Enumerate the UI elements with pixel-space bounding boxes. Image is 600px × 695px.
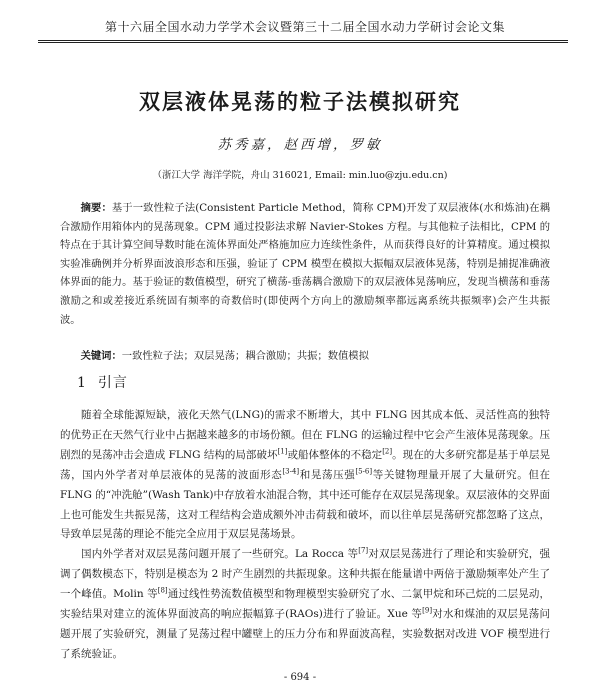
- keywords-label: 关键词：: [80, 350, 122, 362]
- citation: [5-6]: [355, 467, 373, 476]
- abstract-text: 基于一致性粒子法(Consistent Particle Method，简称 CPM)开发了双层液体(水和炼油)在耦合激励作用箱体内的晃荡现象。CPM 通过投影法求解 Navier-Stokes 方程。与其他粒子法相比，CPM 的特点在于其计算空间导数时能在流体界面处严格施加应力连续性条件，从而获得良好的计算精度。通过模拟实验准确例并分析界面波浪形态和压强，验证了 CPM 模型在模拟大振幅双层液体晃荡，特别是捕捉准确液体界面的能力。基于验证的数值模型，研究了横荡-垂荡耦合激励下的双层液体晃荡响应，发现当横荡和垂荡激励之和或差接近系统固有频率的奇数倍时(即使两个方向上的激励频率都远离系统共振频率)会产生共振波。: [60, 202, 550, 326]
- section-heading-text: 引言: [97, 375, 128, 391]
- paragraph-1-text-b: 或船体整体的不稳定: [287, 448, 383, 461]
- paper-title: 双层液体晃荡的粒子法模拟研究: [139, 90, 461, 114]
- body-text: [60, 406, 550, 665]
- keywords-text: 一致性粒子法；双层晃荡；耦合激励；共振；数值模拟: [121, 350, 369, 362]
- paragraph-1-text-a: 随着全球能源短缺，液化天然气(LNG)的需求不断增大，其中 FLNG 因其成本低、灵活性高的独特的优势正在天然气行业中占据越来越多的市场份额。但在 FLNG 的运输过程中它会产生液体晃荡现象。压剧烈的晃荡冲击会造成 FLNG 结构的局部破坏: [60, 409, 551, 461]
- section-number: 1: [77, 375, 87, 391]
- paragraph-2: [60, 545, 550, 664]
- paragraph-1-text-d: 和晃荡压强: [299, 468, 356, 481]
- header-rule: [38, 40, 568, 43]
- affiliation: （浙江大学 海洋学院，舟山 316021, Email: min.luo@zju.edu.cn): [152, 170, 448, 181]
- citation: [3-4]: [282, 467, 300, 476]
- paragraph-1-text-c: 。现在的大多研究都是基于单层晃荡，国内外学者对单层液体的晃荡的波面形态: [60, 448, 551, 481]
- citation: [9]: [422, 606, 433, 615]
- paragraph-1: [60, 406, 550, 545]
- paragraph-2-text-b: 对双层晃荡进行了理论和实验研究，强调了偶数模态下，特别是模态为 2 时产生剧烈的共振现象。这种共振在能量谱中两倍于激励频率处产生了一个峰值。Molin 等: [60, 548, 551, 601]
- abstract: [60, 199, 550, 329]
- paragraph-2-text-d: 对水和煤油的双层晃荡问题开展了实验研究，测量了晃荡过程中罐壁上的压力分布和界面波高程，实验数据对改进 VOF 模型进行了系统验证。: [60, 608, 551, 660]
- paragraph-1-text-e: 等关键物理量开展了大量研究。但在 FLNG 的“冲洗舱”(Wash Tank)中存放着水油混合物，其中还可能存在双层晃荡现象。双层液体的交界面上也可能发生共振晃荡，这对工程结构会造成额外冲击荷载和破坏，而以往单层晃荡研究都忽略了这点，导致单层晃荡的理论不能完全应用于双层晃荡场景。: [60, 468, 551, 541]
- running-header: 第十六届全国水动力学学术会议暨第三十二届全国水动力学研讨会论文集: [104, 20, 505, 34]
- authors: 苏秀嘉，赵西增，罗敏: [217, 137, 383, 153]
- abstract-label: 摘要：: [80, 202, 112, 214]
- citation: [1]: [277, 447, 288, 456]
- citation: [8]: [157, 586, 168, 595]
- page-number: - 694 -: [283, 672, 317, 683]
- keywords: [60, 347, 550, 365]
- paragraph-2-text-a: 国内外学者对双层晃荡问题开展了一些研究。La Rocca 等: [81, 548, 359, 561]
- citation: [7]: [358, 546, 369, 555]
- citation: [2]: [382, 447, 393, 456]
- section-heading: [77, 372, 128, 392]
- paragraph-2-text-c: 通过线性势流数值模型和物理模型实验研究了水、二氯甲烷和环己烷的二层晃动，实验结果对建立的流体界面波高的响应振幅算子(RAOs)进行了验证。Xue 等: [60, 588, 550, 621]
